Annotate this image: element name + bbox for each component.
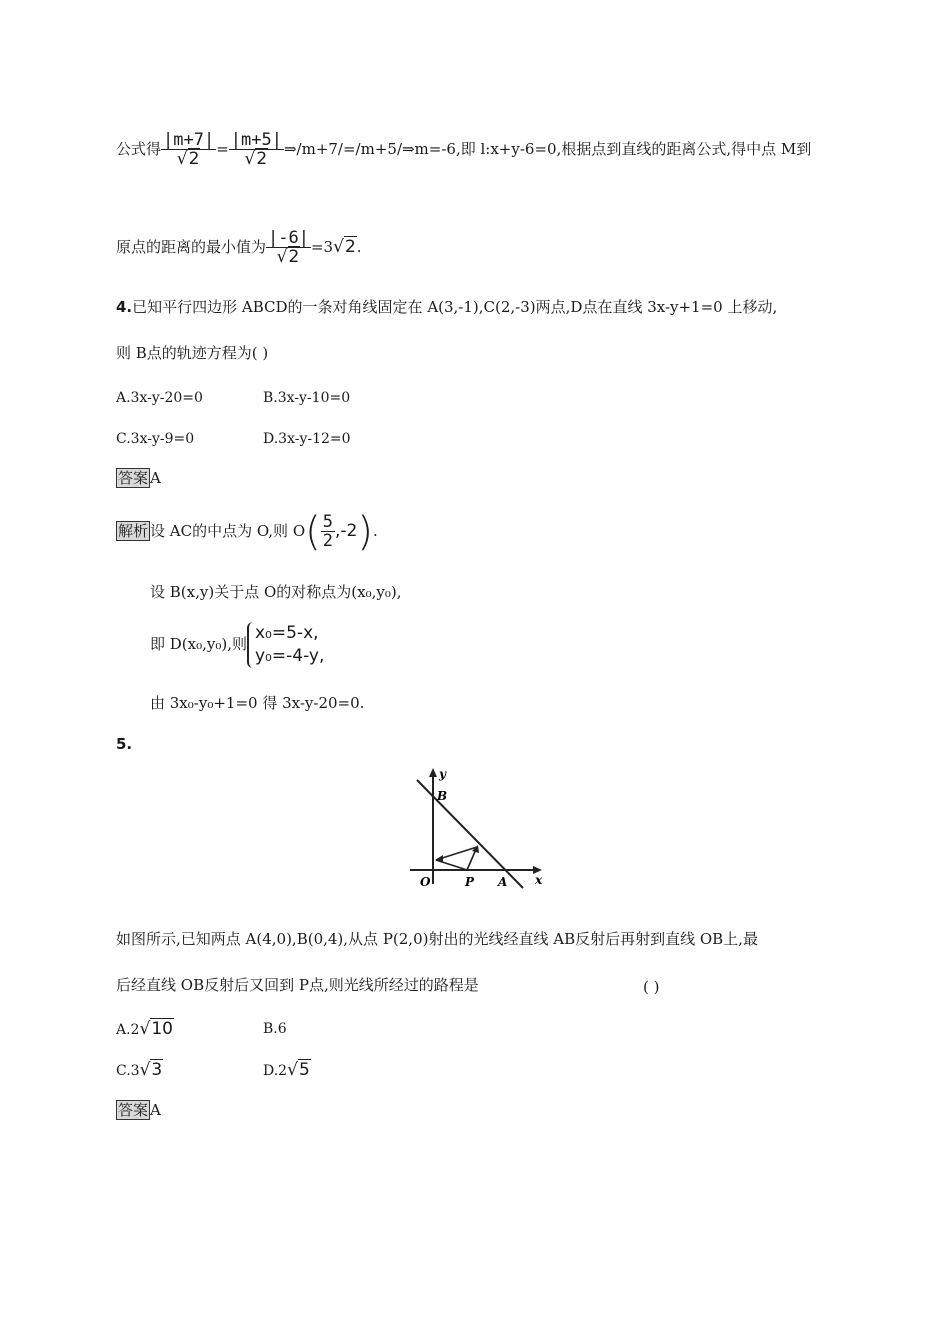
- equation-system: x₀=5-x, y₀=-4-y,: [247, 622, 324, 668]
- q5-stem-line-2: 后经直线 OB反射后又回到 P点,则光线所经过的路程是: [116, 976, 479, 994]
- sqrt-2-result: √2: [333, 237, 356, 257]
- analysis-badge: 解析: [118, 522, 149, 540]
- q4-analysis-line-1: 解析 设 AC的中点为 O,则 O( $\frac{5}{2}$ ,-2).: [118, 509, 378, 555]
- fraction-minus-6: $\frac{|-6|}{√2}$: [268, 228, 309, 267]
- sqrt-5: √5: [287, 1060, 310, 1080]
- q4-analysis-line-4: 由 3x₀-y₀+1=0 得 3x-y-20=0.: [150, 694, 365, 712]
- y-axis-arrow: [429, 768, 437, 777]
- q5-option-b[interactable]: B.6: [263, 1021, 287, 1037]
- formula-prefix: 公式得: [116, 140, 162, 158]
- label-o: O: [420, 875, 431, 889]
- label-b: B: [437, 789, 448, 803]
- q5-stem-line-1: 如图所示,已知两点 A(4,0),B(0,4),从点 P(2,0)射出的光线经直线 AB反射后再射到直线 OB上,最: [116, 930, 758, 948]
- label-y: y: [439, 767, 446, 781]
- sqrt-2-denominator: √2: [266, 247, 311, 266]
- q5-number: 5.: [116, 735, 133, 753]
- q5-number-line: [116, 737, 132, 752]
- formula-line-2: 原点的距离的最小值为 $\frac{|-6|}{√2}$ =3√2.: [116, 228, 362, 267]
- q4-number: 4.: [116, 298, 133, 316]
- answer-badge: 答案: [118, 469, 149, 487]
- formula-line-1: 公式得 $\frac{|m+7|}{√2}$ = $\frac{|m+5|}{√2}$ ⇒/m+7/=/m+5/⇒m=-6,即 l:x+y-6=0,根据点到直线的距离公式,得中点 M到: [116, 130, 812, 169]
- sqrt-10: √10: [139, 1019, 173, 1039]
- q4-answer-line: [116, 471, 161, 486]
- label-a: A: [498, 875, 508, 889]
- q4-stem-line-1: [116, 300, 777, 315]
- q4-option-c[interactable]: C.3x-y-9=0: [116, 431, 195, 447]
- q4-answer: A: [150, 469, 161, 487]
- sqrt-3: √3: [139, 1060, 163, 1080]
- q4-analysis-line-2: 设 B(x,y)关于点 O的对称点为(x₀,y₀),: [150, 583, 402, 601]
- q4-option-b[interactable]: B.3x-y-10=0: [263, 390, 351, 406]
- q5-option-c[interactable]: C.3√3: [116, 1060, 163, 1080]
- sqrt-2-denominator: √2: [161, 149, 216, 168]
- q4-option-d[interactable]: D.3x-y-12=0: [263, 431, 351, 447]
- formula-derivation: ⇒/m+7/=/m+5/⇒m=-6,即 l:x+y-6=0,根据点到直线的距离公式,得中点 M到: [283, 140, 812, 158]
- q5-answer-line: [116, 1103, 161, 1118]
- q5-option-a[interactable]: A.2√10: [116, 1019, 173, 1039]
- q5-answer: A: [150, 1101, 161, 1119]
- q4-stem-text: 已知平行四边形 ABCD的一条对角线固定在 A(3,-1),C(2,-3)两点,D点在直线 3x-y+1=0 上移动,: [132, 298, 778, 316]
- q5-figure: [405, 762, 550, 892]
- label-x: x: [535, 873, 543, 887]
- q4-analysis-line-3: 即 D(x₀,y₀),则 x₀=5-x, y₀=-4-y,: [150, 623, 325, 666]
- q4-option-a[interactable]: A.3x-y-20=0: [116, 390, 203, 406]
- fraction-m-plus-7: $\frac{|m+7|}{√2}$: [163, 130, 215, 169]
- q4-stem-line-2: 则 B点的轨迹方程为( ): [116, 344, 269, 362]
- label-p: P: [465, 875, 475, 889]
- min-distance-prefix: 原点的距离的最小值为: [116, 238, 267, 256]
- q5-answer-paren: ( ): [643, 978, 660, 996]
- sqrt-2-denominator: √2: [229, 149, 284, 168]
- fraction-5-over-2: $\frac{5}{2}$: [322, 512, 333, 551]
- fraction-m-plus-5: $\frac{|m+5|}{√2}$: [230, 130, 282, 169]
- q5-option-d[interactable]: D.2√5: [263, 1060, 310, 1080]
- answer-badge: 答案: [118, 1101, 149, 1119]
- ray-ob-to-p: [436, 860, 467, 870]
